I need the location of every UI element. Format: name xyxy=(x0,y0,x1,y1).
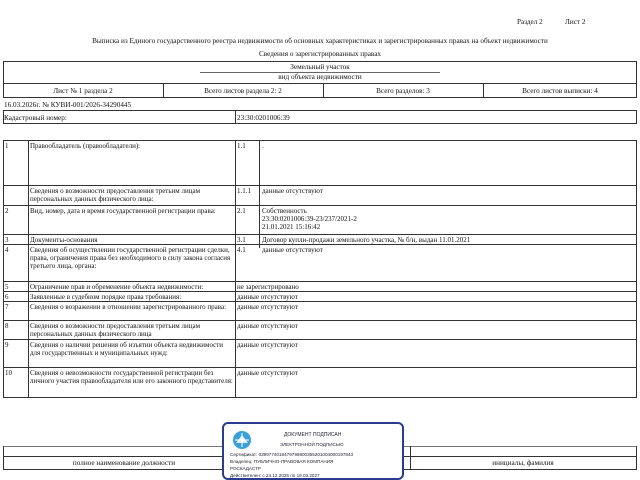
cadastral-value: 23:30:0201006:39 xyxy=(237,114,290,122)
stamp-valid: Действителен: с 24.12.2025 по 19.03.2027 xyxy=(230,473,320,478)
extract-date-number: 16.03.2026г. № КУВИ-001/2026-34290445 xyxy=(4,101,132,109)
row-9-value: данные отсутствуют xyxy=(237,341,298,349)
position-label: полное наименование должности xyxy=(72,459,176,467)
object-name: Земельный участок xyxy=(290,63,350,71)
row-3-code: 3.1 xyxy=(237,236,246,244)
stamp-certificate: Сертификат: 0399774018479799800355201004000197843 xyxy=(230,452,354,457)
row-8-label: Сведения о возможности предоставления третьим лицам персональных данных физического лица xyxy=(30,322,201,338)
row-1-code: 1.1 xyxy=(237,142,246,150)
row-1-1-1-value: данные отсутствуют xyxy=(262,187,323,195)
row-10-value: данные отсутствуют xyxy=(237,369,298,377)
row-2-right-type: Собственность xyxy=(262,207,307,215)
row-5-label: Ограничение прав и обременение объекта недвижимости: xyxy=(30,283,204,291)
row-10-label: Сведения о невозможности государственной регистрации без личного участия правообладателя или его законного представителя: xyxy=(30,369,233,385)
row-2-registration-date: 21.01.2021 15:16:42 xyxy=(262,223,321,231)
row-2-label: Вид, номер, дата и время государственной регистрации права: xyxy=(30,207,216,215)
row-1-value: . xyxy=(262,142,264,150)
stamp-line-1: ДОКУМЕНТ ПОДПИСАН xyxy=(284,432,342,438)
row-2-number: 2 xyxy=(5,207,9,215)
e-signature-stamp xyxy=(222,422,404,480)
row-3-value: Договор купли-продажи земельного участка, № б/н, выдан 11.01.2021 xyxy=(262,236,471,244)
row-3-number: 3 xyxy=(5,236,9,244)
row-3-label: Документы-основания xyxy=(30,236,98,244)
row-5-number: 5 xyxy=(5,283,9,291)
row-10-number: 10 xyxy=(5,369,12,377)
object-type-label: вид объекта недвижимости xyxy=(278,73,362,81)
document-subtitle: Сведения о зарегистрированных правах xyxy=(258,50,382,58)
row-2-code: 2.1 xyxy=(237,207,246,215)
section-label: Раздел 2 xyxy=(517,18,543,26)
row-7-value: данные отсутствуют xyxy=(237,303,298,311)
total-sheets: Всего листов выписки: 4 xyxy=(522,87,598,95)
row-6-value: данные отсутствуют xyxy=(237,293,298,301)
row-4-code: 4.1 xyxy=(237,246,246,254)
row-4-label: Сведения об осуществлении государственной регистрации сделки, права, ограничения права без необходимого в силу закона согласия третьего лица, органа: xyxy=(30,246,231,270)
sheet-label: Лист 2 xyxy=(565,18,586,26)
document-title: Выписка из Единого государственного реестра недвижимости об основных характеристиках и зарегистрированных правах на объект недвижимости xyxy=(92,37,548,45)
row-1-number: 1 xyxy=(5,142,9,150)
row-6-label: Заявленные в судебном порядке права требования: xyxy=(30,293,182,301)
row-9-number: 9 xyxy=(5,341,9,349)
row-4-value: данные отсутствуют xyxy=(262,246,323,254)
row-2-registration-number: 23:30:0201006:39-23/237/2021-2 xyxy=(262,215,357,223)
row-5-value: не зарегистрировано xyxy=(237,283,299,291)
registry-emblem-icon xyxy=(232,430,252,450)
row-4-number: 4 xyxy=(5,246,9,254)
stamp-owner-2: РОСКАДАСТР xyxy=(230,466,261,471)
name-label: инициалы, фамилия xyxy=(492,459,554,467)
row-1-1-1-code: 1.1.1 xyxy=(237,187,251,195)
total-sections: Всего разделов: 3 xyxy=(376,87,430,95)
sheet-number: Лист № 1 раздела 2 xyxy=(53,87,113,95)
cadastral-label: Кадастровый номер: xyxy=(4,114,67,122)
row-1-label: Правообладатель (правообладатели): xyxy=(30,142,141,150)
row-6-number: 6 xyxy=(5,293,9,301)
row-7-label: Сведения о возражении в отношении зарегистрированного права: xyxy=(30,303,227,311)
row-7-number: 7 xyxy=(5,303,9,311)
sheets-in-section: Всего листов раздела 2: 2 xyxy=(204,87,282,95)
row-8-number: 8 xyxy=(5,322,9,330)
stamp-line-2: ЭЛЕКТРОННОЙ ПОДПИСЬЮ xyxy=(280,442,344,447)
row-9-label: Сведения о наличии решения об изъятии объекта недвижимости для государственных и муниципальных нужд: xyxy=(30,341,224,357)
row-8-value: данные отсутствуют xyxy=(237,322,298,330)
stamp-owner: Владелец: ПУБЛИЧНО-ПРАВОВАЯ КОМПАНИЯ xyxy=(230,459,334,464)
row-1-1-1-label: Сведения о возможности предоставления третьим лицам персональных данных физического лица: xyxy=(30,187,201,203)
